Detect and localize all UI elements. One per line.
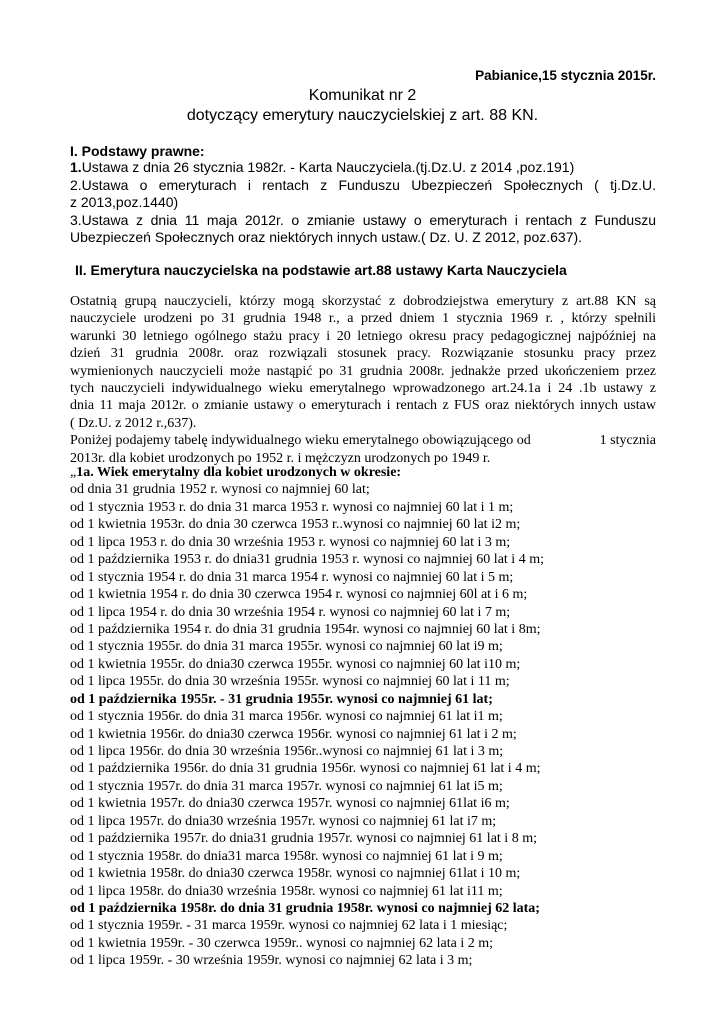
age-row: od 1 października 1957r. do dnia31 grudnia 1957r. wynosi co najmniej 61 lat i 8 m; (70, 831, 537, 847)
age-row: od 1 kwietnia 1953r. do dnia 30 czerwca 1953 r..wynosi co najmniej 60 lat i2 m; (70, 517, 521, 533)
age-row: od 1 kwietnia 1954 r. do dnia 30 czerwca 1954 r. wynosi co najmniej 60l at i 6 m; (70, 587, 528, 603)
age-row: od 1 stycznia 1953 r. do dnia 31 marca 1953 r. wynosi co najmniej 60 lat i 1 m; (70, 499, 514, 515)
paragraph-line-1: Ostatnią grupą nauczycieli, którzy mogą skorzystać z dobrodziejstwa emerytury z art.88 KN są (70, 294, 656, 309)
age-row: od 1 lipca 1954 r. do dnia 30 września 1954 r. wynosi co najmniej 60 lat i 7 m; (70, 604, 511, 620)
document-date: Pabianice,15 stycznia 2015r. (475, 68, 656, 83)
paragraph-line-2: nauczyciele urodzeni po 31 grudnia 1948 r., a przed dniem 1 stycznia 1969 r. , którzy spełnili (70, 311, 656, 327)
legal-basis-item-1-text: Ustawa z dnia 26 stycznia 1982r. - Karta Nauczyciela.(tj.Dz.U. z 2014 ,poz.191) (81, 159, 575, 175)
age-row: od 1 lipca 1956r. do dnia 30 września 1956r..wynosi co najmniej 61 lat i 3 m; (70, 744, 504, 759)
age-row: od 1 stycznia 1959r. - 31 marca 1959r. wynosi co najmniej 62 lata i 1 miesiąc; (70, 918, 508, 934)
age-row: od 1 października 1955r. - 31 grudnia 1955r. wynosi co najmniej 61 lat; (70, 691, 493, 707)
legal-basis-item-3-line-2: Ubezpieczeń Społecznych oraz niektórych innych ustaw.( Dz. U. Z 2012, poz.637). (70, 229, 583, 245)
legal-basis-list (70, 159, 656, 247)
section-2-heading: II. Emerytura nauczycielska na podstawie art.88 ustawy Karta Nauczyciela (75, 262, 567, 278)
legal-basis-item-1 (70, 159, 656, 177)
age-row: od 1 października 1953 r. do dnia31 grudnia 1953 r. wynosi co najmniej 60 lat i 4 m; (70, 552, 544, 568)
legal-basis-item-2-line-2: z 2013,poz.1440) (70, 194, 179, 210)
table-intro-line-1 (70, 432, 656, 449)
age-row: od 1 lipca 1953 r. do dnia 30 września 1953 r. wynosi co najmniej 60 lat i 3 m; (70, 534, 511, 550)
age-row: od 1 lipca 1958r. do dnia30 września 1958r. wynosi co najmniej 61 lat i11 m; (70, 883, 503, 899)
age-row: od 1 stycznia 1958r. do dnia31 marca 1958r. wynosi co najmniej 61 lat i 9 m; (70, 848, 503, 864)
paragraph-line-3: warunki 30 letniego ogólnego stażu pracy i 20 letniego okresu pracy pedagogicznej najpóźniej na (70, 328, 656, 344)
table-intro-right: 1 stycznia (599, 433, 656, 449)
intro-paragraph (70, 293, 656, 467)
document-title (0, 86, 725, 126)
title-line-2: dotyczący emerytury nauczycielskiej z art. 88 KN. (186, 107, 539, 124)
age-row: od 1 lipca 1959r. - 30 września 1959r. wynosi co najmniej 62 lata i 3 m; (70, 953, 473, 969)
age-row: od 1 kwietnia 1957r. do dnia30 czerwca 1957r. wynosi co najmniej 61lat i6 m; (70, 796, 510, 812)
legal-basis-item-2-line-1: 2.Ustawa o emeryturach i rentach z Funduszu Ubezpieczeń Społecznych ( tj.Dz.U. (70, 176, 656, 193)
age-list-heading-text: 1a. Wiek emerytalny dla kobiet urodzonych w okresie: (76, 465, 402, 480)
age-row: od 1 stycznia 1956r. do dnia 31 marca 1956r. wynosi co najmniej 61 lat i1 m; (70, 709, 503, 725)
title-line-1: Komunikat nr 2 (308, 87, 417, 104)
age-rows (70, 481, 656, 969)
paragraph-line-5: wymienionych nauczycieli może nastąpić po 31 grudnia 2008r. jednakże przed ukończeniem przez (70, 363, 656, 379)
age-row: od 1 kwietnia 1959r. - 30 czerwca 1959r.. wynosi co najmniej 62 lata i 2 m; (70, 935, 494, 951)
age-row: od 1 lipca 1957r. do dnia30 września 1957r. wynosi co najmniej 61 lat i7 m; (70, 813, 497, 829)
opening-quote: „ (70, 465, 77, 480)
age-row: od 1 kwietnia 1958r. do dnia30 czerwca 1958r. wynosi co najmniej 61lat i 10 m; (70, 866, 521, 882)
age-row: od 1 kwietnia 1956r. do dnia30 czerwca 1956r. wynosi co najmniej 61 lat i 2 m; (70, 726, 517, 742)
age-row: od dnia 31 grudnia 1952 r. wynosi co najmniej 60 lat; (70, 482, 370, 498)
age-row: od 1 stycznia 1955r. do dnia 31 marca 1955r. wynosi co najmniej 60 lat i9 m; (70, 639, 503, 655)
legal-basis-item-1-number: 1. (70, 159, 82, 175)
age-row: od 1 października 1954 r. do dnia 31 grudnia 1954r. wynosi co najmniej 60 lat i 8m; (70, 621, 541, 637)
paragraph-line-7: dnia 11 maja 2012r. o zmianie ustawy o emeryturach i rentach z FUS oraz niektórych innych ustaw (70, 398, 656, 414)
legal-basis-item-3-line-1: 3.Ustawa z dnia 11 maja 2012r. o zmianie ustawy o emeryturach i rentach z Funduszu (70, 211, 656, 228)
age-row: od 1 stycznia 1954 r. do dnia 31 marca 1954 r. wynosi co najmniej 60 lat i 5 m; (70, 569, 514, 585)
section-1-heading: I. Podstawy prawne: (70, 143, 205, 159)
paragraph-line-4: dzień 31 grudnia 2008r. oraz rozwiązali stosunek pracy. Rozwiązanie stosunku pracy przez (70, 346, 656, 362)
age-row: od 1 lipca 1955r. do dnia 30 września 1955r. wynosi co najmniej 60 lat i 11 m; (70, 674, 510, 690)
retirement-age-list (70, 464, 656, 970)
age-row: od 1 października 1956r. do dnia 31 grudnia 1956r. wynosi co najmniej 61 lat i 4 m; (70, 761, 541, 777)
paragraph-line-8: ( Dz.U. z 2012 r.,637). (70, 415, 197, 431)
age-list-heading (70, 464, 656, 481)
table-intro-line-2: 2013r. dla kobiet urodzonych po 1952 r. i mężczyzn urodzonych po 1949 r. (70, 450, 491, 466)
age-row: od 1 października 1958r. do dnia 31 grudnia 1958r. wynosi co najmniej 62 lata; (70, 900, 540, 916)
age-row: od 1 kwietnia 1955r. do dnia30 czerwca 1955r. wynosi co najmniej 60 lat i10 m; (70, 656, 521, 672)
age-row: od 1 stycznia 1957r. do dnia 31 marca 1957r. wynosi co najmniej 61 lat i5 m; (70, 778, 503, 794)
table-intro-left: Poniżej podajemy tabelę indywidualnego wieku emerytalnego obowiązującego od (70, 433, 531, 449)
paragraph-line-6: tych nauczycieli indywidualnego wieku emerytalnego wprowadzonego art.24.1a i 24 .1b ustawy z (70, 380, 656, 396)
